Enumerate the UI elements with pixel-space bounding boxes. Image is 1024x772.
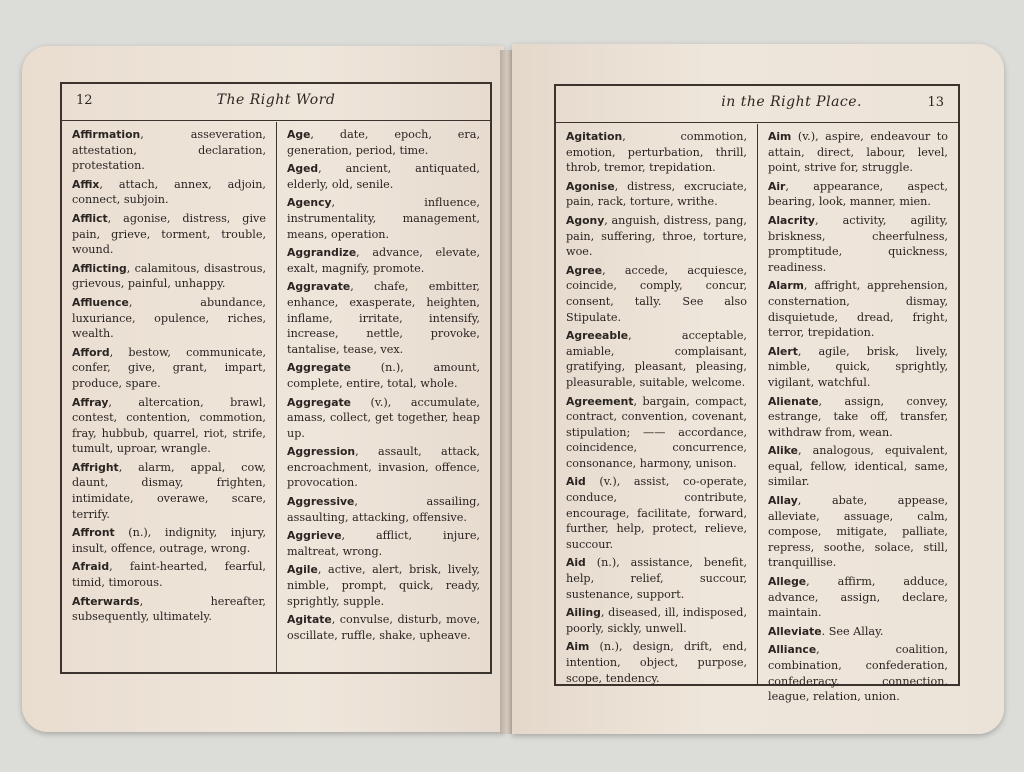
headword: Alliance xyxy=(768,643,817,657)
dictionary-entry xyxy=(768,213,948,275)
synonyms: , ancient, antiquated, elderly, old, senile. xyxy=(287,162,480,191)
synonyms: , influence, instrumentality, management, means, operation. xyxy=(287,196,480,241)
synonyms: (n.), design, drift, end, intention, object, purpose, scope, tendency. xyxy=(566,640,747,685)
dictionary-entry xyxy=(72,594,266,625)
headword: Allay xyxy=(768,494,798,508)
headword: Aid xyxy=(566,475,586,489)
right-page-columns xyxy=(556,124,958,704)
headword: Agency xyxy=(287,196,332,210)
synonyms: . See Allay. xyxy=(821,624,884,638)
headword: Aggrandize xyxy=(287,246,357,260)
synonyms: , altercation, brawl, contest, contention, commotion, fray, hubbub, quarrel, riot, strife, tumult, uproar, wrangle. xyxy=(72,395,266,456)
page-number: 12 xyxy=(76,93,93,108)
headword: Agreement xyxy=(566,394,634,408)
headword: Aim xyxy=(566,640,590,654)
right-page-header xyxy=(556,86,958,123)
headword: Affright xyxy=(72,460,119,474)
headword: Afflicting xyxy=(72,261,127,275)
dictionary-entry xyxy=(287,612,480,643)
dictionary-entry xyxy=(287,127,480,158)
headword: Agony xyxy=(566,213,605,227)
synonyms: , assailing, assaulting, attacking, offensive. xyxy=(287,495,480,524)
dictionary-entry xyxy=(566,605,747,636)
headword: Affirmation xyxy=(72,128,141,141)
headword: Alleviate xyxy=(768,624,822,638)
running-title: The Right Word xyxy=(216,92,336,108)
dictionary-entry xyxy=(566,328,747,390)
dictionary-entry xyxy=(566,639,747,686)
dictionary-entry xyxy=(566,394,747,472)
dictionary-entry xyxy=(72,127,266,174)
dictionary-entry xyxy=(287,444,480,491)
synonyms: (n.), amount, complete, entire, total, whole. xyxy=(287,361,480,390)
synonyms: , abate, appease, alleviate, assuage, calm, compose, mitigate, palliate, repress, soothe, solace, still, tranquillise. xyxy=(768,494,948,570)
synonyms: , affright, apprehension, consternation, dismay, disquietude, dread, fright, terror, trepidation. xyxy=(768,279,948,340)
synonyms: , accede, acquiesce, coincide, comply, concur, consent, tally. See also Stipulate. xyxy=(566,263,747,324)
synonyms: , appearance, aspect, bearing, look, manner, mien. xyxy=(768,179,948,209)
synonyms: , distress, excruciate, pain, rack, torture, writhe. xyxy=(566,179,747,209)
dictionary-entry xyxy=(287,279,480,357)
synonyms: , diseased, ill, indisposed, poorly, sickly, unwell. xyxy=(566,606,747,635)
synonyms: , coalition, combination, confederation, confederacy, connection, league, relation, union. xyxy=(768,643,948,704)
synonyms: , analogous, equivalent, equal, fellow, identical, same, similar. xyxy=(768,444,948,489)
synonyms: , commotion, emotion, perturbation, thrill, throb, tremor, trepidation. xyxy=(566,130,747,175)
synonyms: , bestow, communicate, confer, give, grant, impart, produce, spare. xyxy=(72,345,266,390)
dictionary-entry xyxy=(287,245,480,276)
column xyxy=(757,124,958,704)
dictionary-entry xyxy=(566,555,747,602)
synonyms: , agonise, distress, give pain, grieve, torment, trouble, wound. xyxy=(72,211,266,257)
dictionary-entry xyxy=(72,395,266,457)
headword: Aggregate xyxy=(287,395,351,409)
headword: Aim xyxy=(768,130,792,143)
dictionary-entry xyxy=(72,177,266,208)
headword: Aged xyxy=(287,162,319,176)
dictionary-entry xyxy=(566,213,747,260)
headword: Afraid xyxy=(72,560,110,574)
left-page-columns xyxy=(62,122,490,672)
synonyms: (v.), aspire, endeavour to attain, direct, labour, level, point, strive for, struggle. xyxy=(768,130,948,175)
dictionary-entry xyxy=(72,261,266,292)
dictionary-entry xyxy=(72,460,266,522)
synonyms: , abundance, luxuriance, opulence, riches, wealth. xyxy=(72,295,266,341)
synonyms: (n.), indignity, injury, insult, offence, outrage, wrong. xyxy=(72,526,266,555)
dictionary-entry xyxy=(566,179,747,210)
column xyxy=(556,124,757,684)
headword: Alacrity xyxy=(768,213,815,227)
synonyms: , active, alert, brisk, lively, nimble, prompt, quick, ready, sprightly, supple. xyxy=(287,563,480,608)
synonyms: , hereafter, subsequently, ultimately. xyxy=(72,594,266,624)
headword: Alarm xyxy=(768,279,804,293)
left-page xyxy=(22,46,504,732)
synonyms: , bargain, compact, contract, convention, covenant, stipulation; —— accordance, coincidence, concurrence, consonance, harmony, unison. xyxy=(566,394,747,470)
headword: Aggressive xyxy=(287,495,355,509)
dictionary-entry xyxy=(72,211,266,258)
headword: Affray xyxy=(72,395,109,409)
dictionary-entry xyxy=(768,624,948,640)
headword: Agonise xyxy=(566,179,615,193)
synonyms: (n.), assistance, benefit, help, relief, succour, sustenance, support. xyxy=(566,556,747,601)
headword: Aggregate xyxy=(287,361,351,375)
headword: Afford xyxy=(72,345,110,359)
dictionary-entry xyxy=(768,394,948,441)
headword: Alienate xyxy=(768,394,819,408)
synonyms: , advance, elevate, exalt, magnify, promote. xyxy=(287,246,480,275)
headword: Agile xyxy=(287,563,318,577)
synonyms: , afflict, injure, maltreat, wrong. xyxy=(287,529,480,558)
headword: Afterwards xyxy=(72,594,140,608)
headword: Agree xyxy=(566,263,603,277)
dictionary-entry xyxy=(287,395,480,442)
running-title: in the Right Place. xyxy=(721,94,862,110)
headword: Agitate xyxy=(287,613,332,627)
headword: Agreeable xyxy=(566,329,629,343)
synonyms: , agile, brisk, lively, nimble, quick, sprightly, vigilant, watchful. xyxy=(768,344,948,389)
headword: Aid xyxy=(566,556,586,570)
synonyms: , chafe, embitter, enhance, exasperate, heighten, inflame, irritate, intensify, increase, nettle, provoke, tantalise, tease, vex. xyxy=(287,280,480,356)
synonyms: , activity, agility, briskness, cheerfulness, promptitude, quickness, readiness. xyxy=(768,213,948,274)
headword: Allege xyxy=(768,575,807,589)
dictionary-entry xyxy=(287,195,480,242)
right-page xyxy=(512,44,1004,734)
headword: Alert xyxy=(768,344,798,358)
headword: Aggression xyxy=(287,445,356,459)
headword: Agitation xyxy=(566,130,623,143)
column xyxy=(276,122,490,672)
dictionary-entry xyxy=(768,278,948,340)
dictionary-entry xyxy=(768,344,948,391)
headword: Affluence xyxy=(72,295,129,309)
dictionary-entry xyxy=(768,642,948,704)
headword: Alike xyxy=(768,444,798,458)
dictionary-entry xyxy=(566,263,747,325)
synonyms: , anguish, distress, pang, pain, suffering, throe, torture, woe. xyxy=(566,213,747,259)
synonyms: , faint-hearted, fearful, timid, timorous. xyxy=(72,560,266,590)
dictionary-entry xyxy=(768,129,948,176)
headword: Aggravate xyxy=(287,280,351,294)
dictionary-entry xyxy=(72,295,266,342)
left-page-header xyxy=(62,84,490,121)
headword: Ailing xyxy=(566,606,601,620)
synonyms: , attach, annex, adjoin, connect, subjoin. xyxy=(72,177,266,207)
dictionary-entry xyxy=(566,129,747,176)
dictionary-entry xyxy=(287,528,480,559)
synonyms: , alarm, appal, cow, daunt, dismay, frighten, intimidate, overawe, scare, terrify. xyxy=(72,460,266,521)
dictionary-entry xyxy=(768,574,948,621)
page-number: 13 xyxy=(927,95,944,110)
synonyms: , date, epoch, era, generation, period, time. xyxy=(287,128,480,157)
dictionary-entry xyxy=(287,360,480,391)
dictionary-entry xyxy=(72,525,266,556)
synonyms: (v.), assist, co-operate, conduce, contribute, encourage, facilitate, forward, further, help, protect, relieve, succour. xyxy=(566,475,747,551)
dictionary-entry xyxy=(287,562,480,609)
dictionary-entry xyxy=(566,474,747,552)
synonyms: , calamitous, disastrous, grievous, painful, unhappy. xyxy=(72,261,266,291)
dictionary-entry xyxy=(768,443,948,490)
synonyms: (v.), accumulate, amass, collect, get together, heap up. xyxy=(287,395,480,440)
synonyms: , convulse, disturb, move, oscillate, ruffle, shake, upheave. xyxy=(287,613,480,642)
dictionary-entry xyxy=(768,179,948,210)
headword: Affront xyxy=(72,526,115,540)
headword: Air xyxy=(768,179,786,193)
synonyms: , acceptable, amiable, complaisant, gratifying, pleasant, pleasing, pleasurable, suitable, welcome. xyxy=(566,329,747,389)
headword: Age xyxy=(287,128,311,141)
dictionary-entry xyxy=(287,161,480,192)
dictionary-entry xyxy=(72,559,266,590)
left-page-frame xyxy=(60,82,492,674)
dictionary-entry xyxy=(768,493,948,571)
synonyms: , assign, convey, estrange, take off, transfer, withdraw from, wean. xyxy=(768,394,948,439)
dictionary-entry xyxy=(72,345,266,392)
column xyxy=(62,122,276,672)
headword: Affix xyxy=(72,177,100,191)
right-page-frame xyxy=(554,84,960,704)
dictionary-entry xyxy=(287,494,480,525)
headword: Afflict xyxy=(72,211,108,225)
synonyms: , assault, attack, encroachment, invasion, offence, provocation. xyxy=(287,445,480,490)
synonyms: , affirm, adduce, advance, assign, declare, maintain. xyxy=(768,575,948,620)
headword: Aggrieve xyxy=(287,529,342,543)
synonyms: , asseveration, attestation, declaration, protestation. xyxy=(72,128,266,173)
